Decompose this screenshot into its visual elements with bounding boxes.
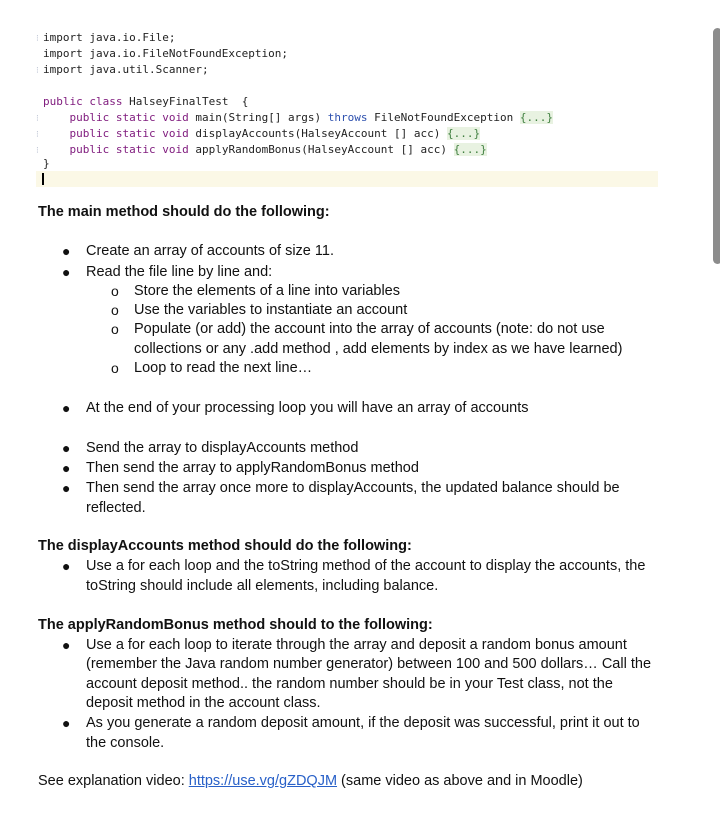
video-link[interactable]: https://use.vg/gZDQJM xyxy=(188,773,338,789)
method-displayaccounts: ⁝ public static void displayAccounts(HalseyAccount [] acc) {...} xyxy=(36,126,480,142)
list-item-continued: deposit method in the account class. xyxy=(86,695,321,711)
bullet-icon: ● xyxy=(62,243,71,259)
scrollbar[interactable] xyxy=(713,28,720,264)
fold-marker[interactable]: {...} xyxy=(447,127,481,140)
fold-marker[interactable]: {...} xyxy=(519,111,553,124)
import-line: ⁝ import java.io.File; xyxy=(36,30,175,46)
bullet-icon: ● xyxy=(62,400,71,416)
gutter-marker: ⁝ xyxy=(36,114,39,124)
gutter-marker: ⁝ xyxy=(36,130,39,140)
list-item: As you generate a random deposit amount, if the deposit was successful, print it out to xyxy=(86,715,640,731)
gutter-marker: ⁝ xyxy=(36,66,39,76)
list-item: Send the array to displayAccounts method xyxy=(86,440,359,456)
bullet-icon: ● xyxy=(62,637,71,653)
display-heading: The displayAccounts method should do the following: xyxy=(38,538,412,554)
current-line-highlight xyxy=(36,171,658,187)
list-item: Then send the array once more to displayAccounts, the updated balance should be xyxy=(86,480,620,496)
method-applyrandombonus: ⁝ public static void applyRandomBonus(HalseyAccount [] acc) {...} xyxy=(36,142,487,158)
sub-list-item: Use the variables to instantiate an account xyxy=(134,302,408,318)
sub-bullet-icon: o xyxy=(111,302,119,318)
sub-list-item: Store the elements of a line into variables xyxy=(134,283,400,299)
bullet-icon: ● xyxy=(62,558,71,574)
closing-brace: } xyxy=(43,157,50,170)
sub-bullet-icon: o xyxy=(111,360,119,376)
list-item: Then send the array to applyRandomBonus method xyxy=(86,460,419,476)
bonus-heading: The applyRandomBonus method should to the following: xyxy=(38,617,433,633)
sub-bullet-icon: o xyxy=(111,321,119,337)
list-item-continued: account deposit method.. the random number should be in your Test class, not the xyxy=(86,676,613,692)
gutter-marker: ⁝ xyxy=(36,34,39,44)
gutter-marker: ⁝ xyxy=(36,146,39,156)
main-heading: The main method should do the following: xyxy=(38,204,330,220)
sub-list-item: Loop to read the next line… xyxy=(134,360,313,376)
method-main: ⁝ public static void main(String[] args) throws FileNotFoundException {...} xyxy=(36,110,553,126)
footer-prefix: See explanation video: xyxy=(38,773,189,789)
list-item: Use a for each loop and the toString method of the account to display the accounts, the xyxy=(86,558,646,574)
import-line: import java.io.FileNotFoundException; xyxy=(36,46,288,62)
fold-marker[interactable]: {...} xyxy=(453,143,487,156)
list-item: Use a for each loop to iterate through the array and deposit a random bonus amount xyxy=(86,637,627,653)
bullet-icon: ● xyxy=(62,264,71,280)
sub-bullet-icon: o xyxy=(111,283,119,299)
list-item: Read the file line by line and: xyxy=(86,264,273,280)
list-item-continued: reflected. xyxy=(86,500,146,516)
sub-list-item: Populate (or add) the account into the array of accounts (note: do not use xyxy=(134,321,605,337)
code-editor xyxy=(36,26,658,188)
bullet-icon: ● xyxy=(62,715,71,731)
gutter-marker xyxy=(36,47,43,63)
footer-suffix: (same video as above and in Moodle) xyxy=(337,773,583,789)
list-item-continued: toString should include all elements, including balance. xyxy=(86,578,439,594)
class-declaration: public class HalseyFinalTest { xyxy=(43,95,249,108)
bullet-icon: ● xyxy=(62,480,71,496)
footer-line xyxy=(38,772,583,791)
text-cursor xyxy=(42,173,44,185)
bullet-icon: ● xyxy=(62,440,71,456)
list-item: At the end of your processing loop you will have an array of accounts xyxy=(86,400,529,416)
list-item: Create an array of accounts of size 11. xyxy=(86,243,334,259)
sub-list-item-continued: collections or any .add method , add elements by index as we have learned) xyxy=(134,341,623,357)
list-item-continued: the console. xyxy=(86,735,165,751)
list-item-continued: (remember the Java random number generator) between 100 and 500 dollars… Call the xyxy=(86,656,652,672)
import-line: ⁝ import java.util.Scanner; xyxy=(36,62,209,78)
bullet-icon: ● xyxy=(62,460,71,476)
